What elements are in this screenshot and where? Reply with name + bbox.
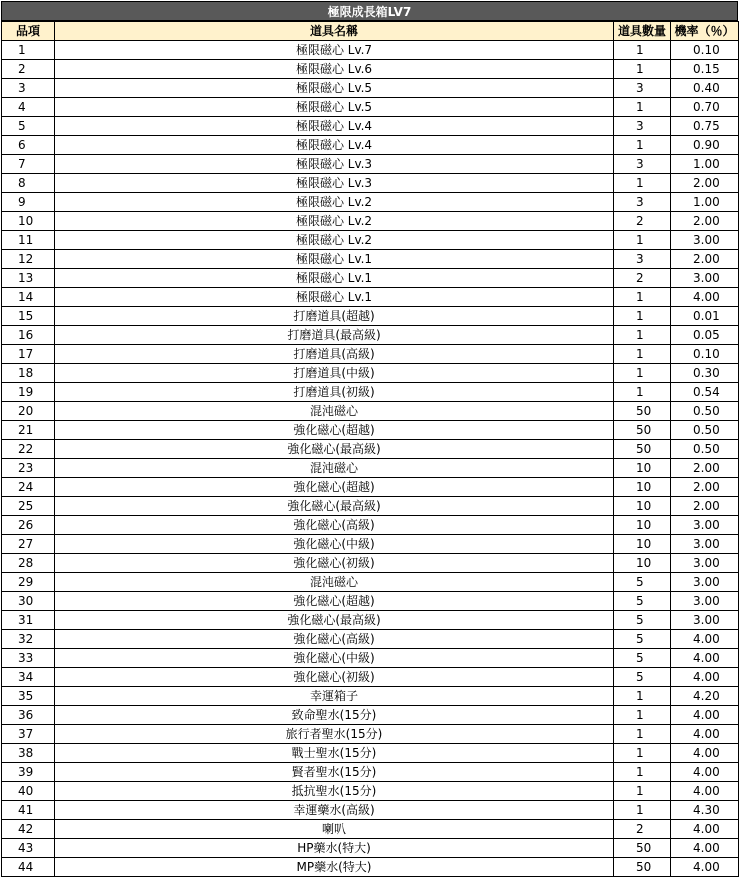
row-item-name: 極限磁心 Lv.2 [55,193,614,212]
row-item-no: 6 [2,136,55,155]
row-item-no: 28 [2,554,55,573]
row-item-name: 極限磁心 Lv.6 [55,60,614,79]
row-item-no: 31 [2,611,55,630]
drop-rate-sheet [1,1,738,877]
row-item-no: 9 [2,193,55,212]
row-item-name: 旅行者聖水(15分) [55,725,614,744]
row-item-no: 27 [2,535,55,554]
table-row [2,839,739,858]
table-row [2,60,739,79]
row-rate: 2.00 [671,459,739,478]
row-item-no: 11 [2,231,55,250]
table-row [2,630,739,649]
row-rate: 4.00 [671,725,739,744]
row-rate: 0.15 [671,60,739,79]
row-item-name: 強化磁心(初級) [55,668,614,687]
table-row [2,117,739,136]
row-item-no: 19 [2,383,55,402]
row-item-name: 混沌磁心 [55,573,614,592]
table-row [2,535,739,554]
row-quantity: 50 [614,402,671,421]
header-row [2,22,739,41]
row-rate: 0.50 [671,402,739,421]
row-rate: 3.00 [671,592,739,611]
row-rate: 0.30 [671,364,739,383]
table-row [2,687,739,706]
row-item-name: 強化磁心(中級) [55,535,614,554]
table-row [2,668,739,687]
row-quantity: 1 [614,687,671,706]
row-rate: 2.00 [671,250,739,269]
row-item-no: 39 [2,763,55,782]
table-row [2,231,739,250]
row-item-no: 2 [2,60,55,79]
table-row [2,421,739,440]
row-item-no: 12 [2,250,55,269]
row-quantity: 10 [614,554,671,573]
row-item-no: 13 [2,269,55,288]
row-item-name: 強化磁心(超越) [55,592,614,611]
table-row [2,402,739,421]
row-quantity: 1 [614,174,671,193]
row-quantity: 1 [614,326,671,345]
table-row [2,706,739,725]
table-row [2,763,739,782]
row-rate: 0.75 [671,117,739,136]
row-quantity: 1 [614,744,671,763]
table-row [2,820,739,839]
row-quantity: 1 [614,782,671,801]
table-row [2,459,739,478]
row-item-no: 37 [2,725,55,744]
row-quantity: 50 [614,839,671,858]
row-item-no: 17 [2,345,55,364]
table-row [2,269,739,288]
row-rate: 4.00 [671,782,739,801]
row-item-no: 14 [2,288,55,307]
row-rate: 4.00 [671,668,739,687]
row-quantity: 1 [614,383,671,402]
row-item-no: 29 [2,573,55,592]
row-item-no: 36 [2,706,55,725]
row-rate: 4.00 [671,288,739,307]
row-item-name: 強化磁心(最高級) [55,497,614,516]
row-item-no: 8 [2,174,55,193]
row-quantity: 50 [614,440,671,459]
row-rate: 3.00 [671,231,739,250]
row-rate: 4.00 [671,839,739,858]
table-row [2,41,739,60]
table-row [2,345,739,364]
row-quantity: 10 [614,459,671,478]
row-item-no: 3 [2,79,55,98]
row-rate: 4.00 [671,630,739,649]
row-quantity: 1 [614,725,671,744]
table-row [2,573,739,592]
row-item-name: 打磨道具(高級) [55,345,614,364]
row-item-name: 喇叭 [55,820,614,839]
row-item-name: 戰士聖水(15分) [55,744,614,763]
row-quantity: 1 [614,307,671,326]
table-row [2,307,739,326]
table-row [2,649,739,668]
row-item-name: MP藥水(特大) [55,858,614,877]
table-row [2,79,739,98]
row-quantity: 3 [614,155,671,174]
table-row [2,174,739,193]
row-item-name: 強化磁心(超越) [55,478,614,497]
row-quantity: 50 [614,421,671,440]
row-rate: 1.00 [671,155,739,174]
row-item-no: 15 [2,307,55,326]
row-item-name: 強化磁心(高級) [55,630,614,649]
row-rate: 4.00 [671,649,739,668]
row-quantity: 1 [614,41,671,60]
row-rate: 3.00 [671,611,739,630]
header-rate: 機率（％） [671,22,739,41]
row-quantity: 10 [614,516,671,535]
table-row [2,288,739,307]
row-quantity: 2 [614,269,671,288]
row-item-name: 極限磁心 Lv.4 [55,117,614,136]
row-item-no: 35 [2,687,55,706]
row-quantity: 5 [614,649,671,668]
row-rate: 3.00 [671,535,739,554]
row-rate: 0.10 [671,345,739,364]
table-row [2,611,739,630]
row-item-no: 34 [2,668,55,687]
row-rate: 4.00 [671,858,739,877]
row-quantity: 5 [614,611,671,630]
table-row [2,212,739,231]
row-item-name: 極限磁心 Lv.7 [55,41,614,60]
row-item-no: 21 [2,421,55,440]
row-item-name: 強化磁心(初級) [55,554,614,573]
row-quantity: 3 [614,193,671,212]
row-quantity: 3 [614,117,671,136]
row-quantity: 3 [614,250,671,269]
row-item-no: 44 [2,858,55,877]
row-item-no: 18 [2,364,55,383]
row-quantity: 2 [614,212,671,231]
row-quantity: 5 [614,668,671,687]
row-quantity: 5 [614,573,671,592]
row-quantity: 1 [614,801,671,820]
table-row [2,364,739,383]
row-item-name: 打磨道具(中級) [55,364,614,383]
row-quantity: 5 [614,630,671,649]
row-item-name: 極限磁心 Lv.4 [55,136,614,155]
row-quantity: 1 [614,231,671,250]
table-row [2,497,739,516]
row-item-name: 極限磁心 Lv.5 [55,79,614,98]
row-item-name: 強化磁心(高級) [55,516,614,535]
row-item-name: 極限磁心 Lv.3 [55,174,614,193]
row-rate: 0.05 [671,326,739,345]
row-quantity: 10 [614,497,671,516]
row-item-no: 30 [2,592,55,611]
row-rate: 0.90 [671,136,739,155]
row-quantity: 1 [614,98,671,117]
row-rate: 2.00 [671,212,739,231]
row-item-name: 幸運藥水(高級) [55,801,614,820]
row-item-no: 22 [2,440,55,459]
row-quantity: 1 [614,345,671,364]
row-rate: 0.01 [671,307,739,326]
row-quantity: 5 [614,592,671,611]
row-item-no: 23 [2,459,55,478]
row-item-name: 混沌磁心 [55,459,614,478]
row-item-no: 26 [2,516,55,535]
row-item-name: 極限磁心 Lv.5 [55,98,614,117]
row-item-no: 20 [2,402,55,421]
row-item-name: 極限磁心 Lv.3 [55,155,614,174]
row-item-name: 強化磁心(超越) [55,421,614,440]
row-item-no: 41 [2,801,55,820]
row-item-name: 幸運箱子 [55,687,614,706]
row-rate: 2.00 [671,497,739,516]
row-quantity: 50 [614,858,671,877]
row-item-name: 極限磁心 Lv.1 [55,269,614,288]
table-row [2,782,739,801]
row-item-name: 打磨道具(初級) [55,383,614,402]
row-rate: 4.20 [671,687,739,706]
table-row [2,98,739,117]
row-item-no: 40 [2,782,55,801]
table-row [2,478,739,497]
row-item-name: 極限磁心 Lv.1 [55,250,614,269]
row-item-no: 5 [2,117,55,136]
row-quantity: 2 [614,820,671,839]
table-row [2,326,739,345]
sheet-title: 極限成長箱LV7 [1,1,738,21]
header-item-no: 品項 [2,22,55,41]
table-row [2,744,739,763]
row-item-no: 7 [2,155,55,174]
drop-rate-table [1,21,739,877]
row-quantity: 3 [614,79,671,98]
row-item-no: 42 [2,820,55,839]
row-item-name: 極限磁心 Lv.1 [55,288,614,307]
row-quantity: 1 [614,288,671,307]
row-rate: 4.00 [671,763,739,782]
table-row [2,516,739,535]
row-rate: 1.00 [671,193,739,212]
row-rate: 0.10 [671,41,739,60]
table-row [2,250,739,269]
row-rate: 0.54 [671,383,739,402]
row-item-no: 38 [2,744,55,763]
table-row [2,725,739,744]
row-item-no: 32 [2,630,55,649]
table-row [2,554,739,573]
row-rate: 3.00 [671,516,739,535]
row-rate: 2.00 [671,478,739,497]
row-item-no: 4 [2,98,55,117]
row-item-no: 16 [2,326,55,345]
row-rate: 0.40 [671,79,739,98]
table-row [2,858,739,877]
table-row [2,440,739,459]
row-rate: 4.00 [671,706,739,725]
row-quantity: 1 [614,706,671,725]
row-item-no: 24 [2,478,55,497]
table-row [2,193,739,212]
row-item-no: 1 [2,41,55,60]
row-quantity: 1 [614,60,671,79]
row-rate: 3.00 [671,554,739,573]
table-row [2,801,739,820]
row-item-name: HP藥水(特大) [55,839,614,858]
header-item-name: 道具名稱 [55,22,614,41]
row-quantity: 1 [614,136,671,155]
row-item-name: 致命聖水(15分) [55,706,614,725]
row-item-name: 極限磁心 Lv.2 [55,212,614,231]
row-item-name: 強化磁心(中級) [55,649,614,668]
row-rate: 3.00 [671,573,739,592]
row-rate: 0.70 [671,98,739,117]
row-item-name: 極限磁心 Lv.2 [55,231,614,250]
row-item-no: 10 [2,212,55,231]
row-rate: 4.00 [671,820,739,839]
row-item-no: 43 [2,839,55,858]
header-quantity: 道具數量 [614,22,671,41]
row-item-name: 賢者聖水(15分) [55,763,614,782]
row-rate: 2.00 [671,174,739,193]
row-rate: 3.00 [671,269,739,288]
row-rate: 0.50 [671,440,739,459]
row-item-name: 強化磁心(最高級) [55,611,614,630]
row-rate: 0.50 [671,421,739,440]
row-rate: 4.00 [671,744,739,763]
row-item-name: 打磨道具(超越) [55,307,614,326]
row-quantity: 1 [614,763,671,782]
row-item-name: 打磨道具(最高級) [55,326,614,345]
row-item-no: 33 [2,649,55,668]
row-rate: 4.30 [671,801,739,820]
row-item-name: 混沌磁心 [55,402,614,421]
row-item-name: 強化磁心(最高級) [55,440,614,459]
row-quantity: 1 [614,364,671,383]
row-quantity: 10 [614,535,671,554]
row-quantity: 10 [614,478,671,497]
row-item-no: 25 [2,497,55,516]
table-row [2,383,739,402]
table-row [2,136,739,155]
table-row [2,155,739,174]
table-row [2,592,739,611]
row-item-name: 抵抗聖水(15分) [55,782,614,801]
